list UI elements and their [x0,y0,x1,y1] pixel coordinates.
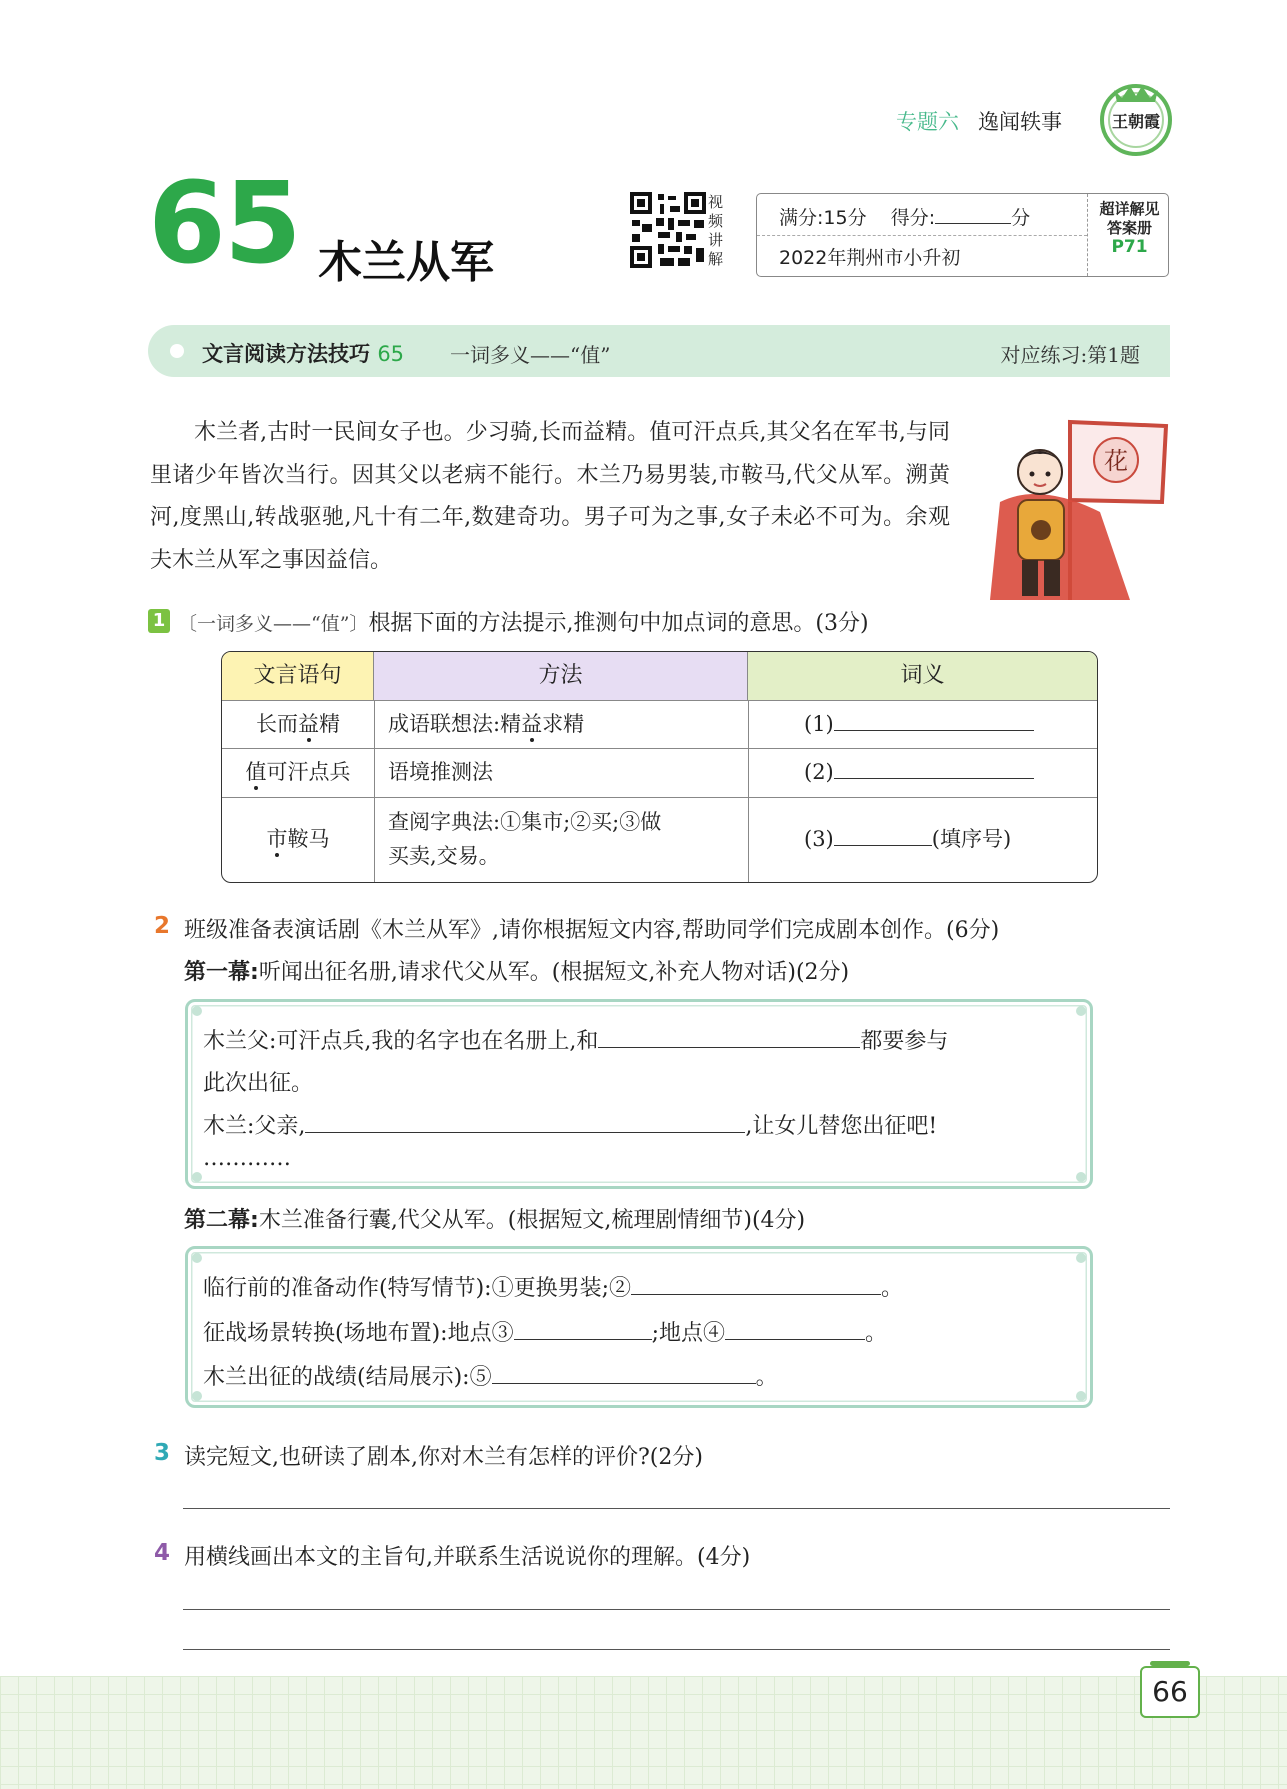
qr-code-icon[interactable] [628,190,708,270]
footer-grid [0,1676,1287,1789]
answer-reference: 超详解见 答案册 P71 [1091,200,1168,257]
dialogue-father: 木兰父:可汗点兵,我的名字也在名册上,和 都要参与 [203,1029,949,1054]
topic-subject: 逸闻轶事 [978,110,1062,134]
method-topic: 一词多义——“值” [450,343,611,367]
full-score: 满分:15分 [779,207,867,229]
act1-heading: 第一幕:听闻出征名册,请求代父从军。(根据短文,补充人物对话)(2分) [184,960,850,985]
method-banner [148,325,1170,377]
page-number: 66 [1140,1666,1200,1718]
q4-answer-line-2[interactable] [183,1649,1170,1650]
method-cell: 语境推测法 [388,760,493,784]
dialogue-father-cont: 此次出征。 [203,1071,314,1096]
q4-text: 用横线画出本文的主旨句,并联系生活说说你的理解。(4分) [184,1545,751,1570]
q1-text: 根据下面的方法提示,推测句中加点词的意思。(3分) [368,611,869,636]
q2-text: 班级准备表演话剧《木兰从军》,请你根据短文内容,帮助同学们完成剧本创作。(6分) [184,918,1000,943]
mulan-illustration [980,412,1172,600]
battle-result: 木兰出征的战绩(结局展示):⑤ 。 [203,1365,778,1390]
passage [150,412,950,582]
ellipsis: ………… [203,1146,291,1171]
q1-table [221,651,1098,883]
lesson-title: 木兰从军 [318,237,494,288]
q2-number: 2 [154,913,171,939]
svg-text:王朝霞: 王朝霞 [1111,112,1161,131]
practice-reference: 对应练习:第1题 [1000,343,1140,367]
place-blank-3[interactable] [514,1319,652,1340]
q1-tag: 〔一词多义——“值”〕 [178,613,369,635]
q4-answer-line-1[interactable] [183,1609,1170,1610]
answer-cell: (1) [748,700,1097,748]
lesson-number: 65 [148,159,300,289]
scene-change: 征战场景转换(场地布置):地点③ ;地点④ 。 [203,1321,888,1346]
result-blank[interactable] [492,1363,756,1384]
q1-prompt [178,606,869,637]
q3-answer-line[interactable] [183,1508,1170,1509]
brand-badge [1097,76,1175,158]
place-blank-4[interactable] [725,1319,865,1340]
method-title: 文言阅读方法技巧 [202,342,370,366]
score-unit: 分 [1011,207,1031,229]
exam-source: 2022年荆州市小升初 [779,247,961,269]
topic-label: 专题六 [896,110,959,134]
answer-cell: (3) (填序号) [804,827,1012,851]
svg-text:花: 花 [1104,447,1128,475]
prep-blank[interactable] [631,1274,881,1295]
act2-heading: 第二幕:木兰准备行囊,代父从军。(根据短文,梳理剧情细节)(4分) [184,1208,806,1233]
passage-text: 木兰者,古时一民间女子也。少习骑,长而益精。值可汗点兵,其父名在军书,与同里诸少年皆次当行。因其父以老病不能行。木兰乃易男装,市鞍马,代父从军。溯黄河,度黑山,转战驱驰,凡十有二年,数建奇功。男子可为之事,女子未必不可为。余观夫木兰从军之事因益信。 [150,420,950,573]
prep-action: 临行前的准备动作(特写情节):①更换男装;② 。 [203,1276,904,1301]
method-cell: 查阅字典法:①集市;②买;③做 买卖,交易。 [388,810,662,868]
q1-number: 1 [148,609,170,633]
act1-frame [185,999,1093,1189]
answer-blank-2[interactable] [834,760,1034,779]
qr-label: 视频讲解 [708,193,724,268]
q3-text: 读完短文,也研读了剧本,你对木兰有怎样的评价?(2分) [184,1445,703,1470]
method-number: 65 [377,342,405,366]
table-header-method: 方法 [374,652,748,700]
table-header-sentence: 文言语句 [222,652,374,700]
act2-frame [185,1246,1093,1408]
q4-number: 4 [154,1540,171,1566]
score-blank[interactable] [935,207,1011,224]
table-row: 长而益精 [256,712,340,736]
answer-blank-1[interactable] [834,712,1034,731]
table-row: 值可汗点兵 [245,760,351,784]
method-cell: 成语联想法:精益求精 [388,712,585,736]
mulan-blank[interactable] [305,1112,745,1133]
score-box [756,193,1169,277]
dialogue-mulan: 木兰:父亲, ,让女儿替您出征吧! [203,1114,938,1139]
score-label: 得分: [890,207,936,229]
table-header-meaning: 词义 [748,652,1097,700]
table-row: 市鞍马 [266,827,330,851]
bullet-icon [170,344,184,358]
answer-cell: (2) [748,748,1097,797]
father-blank[interactable] [598,1027,860,1048]
answer-page: P71 [1111,237,1148,257]
answer-blank-3[interactable] [834,827,932,846]
q3-number: 3 [154,1440,171,1466]
